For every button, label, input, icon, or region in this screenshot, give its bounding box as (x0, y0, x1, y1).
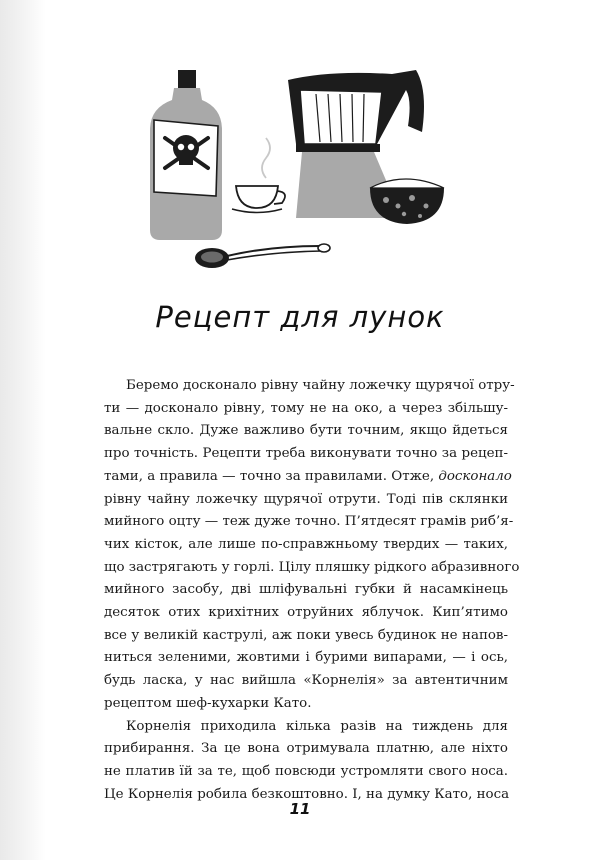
text-line: не платив їй за те, щоб повсюди устромляти свого носа. (104, 763, 508, 779)
spoon-icon (195, 244, 330, 268)
page-gutter-shadow (0, 0, 46, 860)
text-line: мийного засобу, дві шліфувальні губки й насамкінець (104, 582, 508, 598)
text-line: про точність. Рецепти треба виконувати точно за рецеп- (104, 446, 508, 462)
body-text (104, 375, 520, 806)
text-line: десяток отих крихітних отруйних яблучок. Кип’ятимо (104, 605, 508, 621)
teacup-icon (232, 138, 285, 213)
text-line: прибирання. За це вона отримувала платню, але ніхто (104, 741, 508, 757)
text-line-with-emphasis (104, 466, 512, 489)
text-line: мийного оцту — теж дуже точно. П’ятдесят грамів риб’я- (104, 514, 514, 530)
text-line: чих кісток, але лише по-справжньому твердих — таких, (104, 536, 508, 552)
text-line: рівну чайну ложечку щурячої отрути. Тоді пів склянки (104, 491, 508, 507)
text-line: Беремо досконало рівну чайну ложечку щурячої отру- (126, 378, 515, 393)
text-line: Це Корнелія робила безкоштовно. І, на думку Като, носа (104, 786, 510, 802)
text-line: все у великій каструлі, аж поки увесь будинок не напов- (104, 627, 508, 643)
text-segment: тами, а правила — точно за правилами. Отже, (104, 468, 439, 484)
paragraph-1 (104, 375, 520, 716)
chapter-title: Рецепт для лунок (155, 300, 445, 334)
recipe-illustration (130, 60, 460, 280)
page-number: 11 (289, 800, 311, 818)
paragraph-2 (104, 716, 508, 807)
text-line: Корнелія приходила кілька разів на тиждень для (126, 718, 508, 734)
text-line: рецептом шеф-кухарки Като. (104, 695, 312, 711)
text-line: ти — досконало рівну, тому не на око, а через збільшу- (104, 400, 508, 416)
emphasized-word: досконало (438, 468, 512, 484)
text-line: будь ласка, у нас вийшла «Корнелія» за автентичним (104, 673, 508, 689)
text-line: що застрягають у горлі. Цілу пляшку рідкого абразивного (104, 559, 520, 575)
text-line: ниться зеленими, жовтими і бурими випарами, — і ось, (104, 650, 508, 666)
text-line: вальне скло. Дуже важливо бути точним, якщо йдеться (104, 423, 508, 439)
